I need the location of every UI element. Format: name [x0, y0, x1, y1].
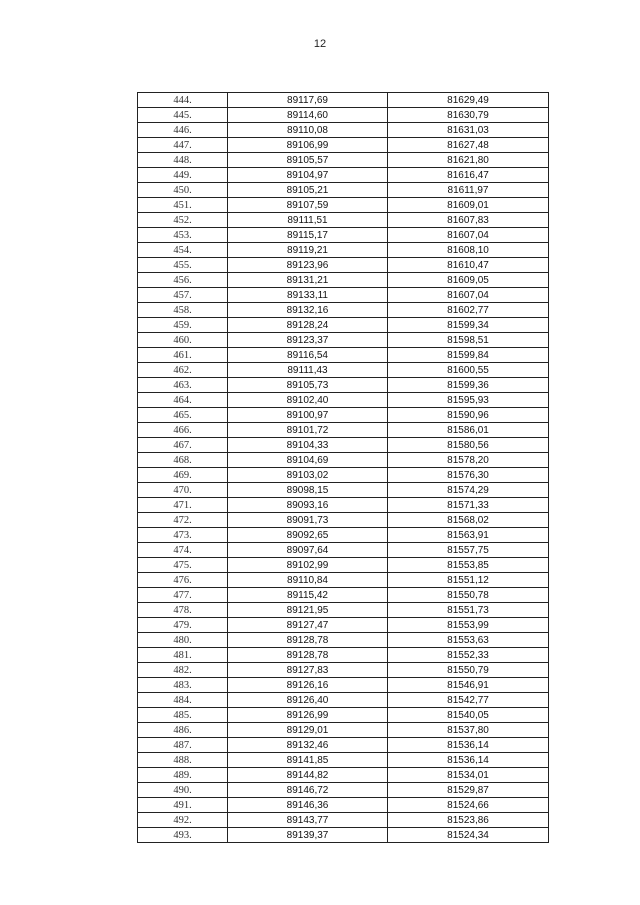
table-row — [138, 738, 549, 753]
point-number-cell: 460. — [138, 333, 228, 348]
table-row — [138, 213, 549, 228]
table-row — [138, 318, 549, 333]
point-number-cell: 481. — [138, 648, 228, 663]
coordinates-table-body — [138, 93, 549, 843]
point-number-cell: 487. — [138, 738, 228, 753]
y-coordinate-cell: 81599,36 — [388, 378, 549, 393]
x-coordinate-cell: 89121,95 — [228, 603, 388, 618]
point-number-cell: 448. — [138, 153, 228, 168]
point-number-cell: 478. — [138, 603, 228, 618]
point-number-cell: 446. — [138, 123, 228, 138]
table-row — [138, 633, 549, 648]
point-number-cell: 445. — [138, 108, 228, 123]
y-coordinate-cell: 81534,01 — [388, 768, 549, 783]
x-coordinate-cell: 89123,96 — [228, 258, 388, 273]
point-number-cell: 461. — [138, 348, 228, 363]
y-coordinate-cell: 81616,47 — [388, 168, 549, 183]
table-row — [138, 723, 549, 738]
table-row — [138, 813, 549, 828]
y-coordinate-cell: 81536,14 — [388, 753, 549, 768]
point-number-cell: 451. — [138, 198, 228, 213]
table-row — [138, 153, 549, 168]
table-row — [138, 693, 549, 708]
point-number-cell: 456. — [138, 273, 228, 288]
table-row — [138, 618, 549, 633]
point-number-cell: 489. — [138, 768, 228, 783]
y-coordinate-cell: 81621,80 — [388, 153, 549, 168]
table-row — [138, 363, 549, 378]
table-row — [138, 288, 549, 303]
point-number-cell: 466. — [138, 423, 228, 438]
table-row — [138, 828, 549, 843]
table-row — [138, 438, 549, 453]
y-coordinate-cell: 81529,87 — [388, 783, 549, 798]
point-number-cell: 452. — [138, 213, 228, 228]
x-coordinate-cell: 89126,16 — [228, 678, 388, 693]
x-coordinate-cell: 89091,73 — [228, 513, 388, 528]
x-coordinate-cell: 89105,57 — [228, 153, 388, 168]
table-row — [138, 273, 549, 288]
point-number-cell: 449. — [138, 168, 228, 183]
point-number-cell: 444. — [138, 93, 228, 108]
table-row — [138, 168, 549, 183]
point-number-cell: 479. — [138, 618, 228, 633]
x-coordinate-cell: 89117,69 — [228, 93, 388, 108]
y-coordinate-cell: 81607,04 — [388, 288, 549, 303]
table-row — [138, 708, 549, 723]
page-number: 12 — [313, 38, 327, 50]
table-row — [138, 768, 549, 783]
y-coordinate-cell: 81523,86 — [388, 813, 549, 828]
y-coordinate-cell: 81627,48 — [388, 138, 549, 153]
point-number-cell: 472. — [138, 513, 228, 528]
table-row — [138, 798, 549, 813]
point-number-cell: 464. — [138, 393, 228, 408]
point-number-cell: 484. — [138, 693, 228, 708]
x-coordinate-cell: 89146,72 — [228, 783, 388, 798]
x-coordinate-cell: 89100,97 — [228, 408, 388, 423]
y-coordinate-cell: 81524,34 — [388, 828, 549, 843]
x-coordinate-cell: 89126,99 — [228, 708, 388, 723]
point-number-cell: 469. — [138, 468, 228, 483]
x-coordinate-cell: 89102,40 — [228, 393, 388, 408]
point-number-cell: 450. — [138, 183, 228, 198]
x-coordinate-cell: 89111,51 — [228, 213, 388, 228]
point-number-cell: 458. — [138, 303, 228, 318]
table-row — [138, 528, 549, 543]
x-coordinate-cell: 89128,78 — [228, 633, 388, 648]
point-number-cell: 485. — [138, 708, 228, 723]
y-coordinate-cell: 81550,79 — [388, 663, 549, 678]
x-coordinate-cell: 89119,21 — [228, 243, 388, 258]
x-coordinate-cell: 89126,40 — [228, 693, 388, 708]
point-number-cell: 488. — [138, 753, 228, 768]
table-row — [138, 228, 549, 243]
x-coordinate-cell: 89115,42 — [228, 588, 388, 603]
x-coordinate-cell: 89114,60 — [228, 108, 388, 123]
y-coordinate-cell: 81608,10 — [388, 243, 549, 258]
table-row — [138, 303, 549, 318]
table-row — [138, 348, 549, 363]
y-coordinate-cell: 81568,02 — [388, 513, 549, 528]
x-coordinate-cell: 89123,37 — [228, 333, 388, 348]
y-coordinate-cell: 81574,29 — [388, 483, 549, 498]
y-coordinate-cell: 81551,12 — [388, 573, 549, 588]
x-coordinate-cell: 89102,99 — [228, 558, 388, 573]
x-coordinate-cell: 89139,37 — [228, 828, 388, 843]
x-coordinate-cell: 89132,46 — [228, 738, 388, 753]
y-coordinate-cell: 81553,99 — [388, 618, 549, 633]
y-coordinate-cell: 81580,56 — [388, 438, 549, 453]
y-coordinate-cell: 81563,91 — [388, 528, 549, 543]
point-number-cell: 477. — [138, 588, 228, 603]
y-coordinate-cell: 81576,30 — [388, 468, 549, 483]
x-coordinate-cell: 89104,69 — [228, 453, 388, 468]
x-coordinate-cell: 89141,85 — [228, 753, 388, 768]
x-coordinate-cell: 89127,83 — [228, 663, 388, 678]
x-coordinate-cell: 89144,82 — [228, 768, 388, 783]
point-number-cell: 482. — [138, 663, 228, 678]
x-coordinate-cell: 89106,99 — [228, 138, 388, 153]
x-coordinate-cell: 89128,24 — [228, 318, 388, 333]
point-number-cell: 491. — [138, 798, 228, 813]
table-row — [138, 468, 549, 483]
x-coordinate-cell: 89098,15 — [228, 483, 388, 498]
table-row — [138, 123, 549, 138]
x-coordinate-cell: 89115,17 — [228, 228, 388, 243]
table-row — [138, 678, 549, 693]
x-coordinate-cell: 89103,02 — [228, 468, 388, 483]
table-row — [138, 378, 549, 393]
table-row — [138, 138, 549, 153]
table-row — [138, 243, 549, 258]
table-row — [138, 648, 549, 663]
y-coordinate-cell: 81540,05 — [388, 708, 549, 723]
table-row — [138, 198, 549, 213]
table-row — [138, 783, 549, 798]
point-number-cell: 453. — [138, 228, 228, 243]
x-coordinate-cell: 89110,08 — [228, 123, 388, 138]
table-row — [138, 423, 549, 438]
x-coordinate-cell: 89129,01 — [228, 723, 388, 738]
point-number-cell: 459. — [138, 318, 228, 333]
x-coordinate-cell: 89105,73 — [228, 378, 388, 393]
point-number-cell: 463. — [138, 378, 228, 393]
table-row — [138, 603, 549, 618]
table-row — [138, 753, 549, 768]
y-coordinate-cell: 81536,14 — [388, 738, 549, 753]
y-coordinate-cell: 81550,78 — [388, 588, 549, 603]
point-number-cell: 468. — [138, 453, 228, 468]
x-coordinate-cell: 89104,97 — [228, 168, 388, 183]
y-coordinate-cell: 81595,93 — [388, 393, 549, 408]
y-coordinate-cell: 81609,01 — [388, 198, 549, 213]
table-row — [138, 393, 549, 408]
table-row — [138, 558, 549, 573]
y-coordinate-cell: 81610,47 — [388, 258, 549, 273]
point-number-cell: 493. — [138, 828, 228, 843]
table-row — [138, 483, 549, 498]
x-coordinate-cell: 89127,47 — [228, 618, 388, 633]
point-number-cell: 455. — [138, 258, 228, 273]
point-number-cell: 447. — [138, 138, 228, 153]
point-number-cell: 475. — [138, 558, 228, 573]
point-number-cell: 471. — [138, 498, 228, 513]
y-coordinate-cell: 81598,51 — [388, 333, 549, 348]
y-coordinate-cell: 81599,84 — [388, 348, 549, 363]
x-coordinate-cell: 89110,84 — [228, 573, 388, 588]
table-row — [138, 573, 549, 588]
table-row — [138, 408, 549, 423]
y-coordinate-cell: 81557,75 — [388, 543, 549, 558]
x-coordinate-cell: 89104,33 — [228, 438, 388, 453]
point-number-cell: 473. — [138, 528, 228, 543]
table-row — [138, 93, 549, 108]
table-row — [138, 258, 549, 273]
y-coordinate-cell: 81611,97 — [388, 183, 549, 198]
y-coordinate-cell: 81609,05 — [388, 273, 549, 288]
x-coordinate-cell: 89107,59 — [228, 198, 388, 213]
table-row — [138, 513, 549, 528]
y-coordinate-cell: 81629,49 — [388, 93, 549, 108]
y-coordinate-cell: 81631,03 — [388, 123, 549, 138]
y-coordinate-cell: 81607,83 — [388, 213, 549, 228]
point-number-cell: 457. — [138, 288, 228, 303]
point-number-cell: 462. — [138, 363, 228, 378]
point-number-cell: 476. — [138, 573, 228, 588]
y-coordinate-cell: 81571,33 — [388, 498, 549, 513]
point-number-cell: 474. — [138, 543, 228, 558]
table-row — [138, 588, 549, 603]
y-coordinate-cell: 81578,20 — [388, 453, 549, 468]
table-row — [138, 333, 549, 348]
y-coordinate-cell: 81537,80 — [388, 723, 549, 738]
y-coordinate-cell: 81607,04 — [388, 228, 549, 243]
y-coordinate-cell: 81590,96 — [388, 408, 549, 423]
y-coordinate-cell: 81551,73 — [388, 603, 549, 618]
table-row — [138, 663, 549, 678]
x-coordinate-cell: 89131,21 — [228, 273, 388, 288]
y-coordinate-cell: 81552,33 — [388, 648, 549, 663]
table-row — [138, 183, 549, 198]
y-coordinate-cell: 81546,91 — [388, 678, 549, 693]
y-coordinate-cell: 81599,34 — [388, 318, 549, 333]
y-coordinate-cell: 81630,79 — [388, 108, 549, 123]
y-coordinate-cell: 81553,85 — [388, 558, 549, 573]
y-coordinate-cell: 81553,63 — [388, 633, 549, 648]
x-coordinate-cell: 89101,72 — [228, 423, 388, 438]
point-number-cell: 492. — [138, 813, 228, 828]
table-row — [138, 498, 549, 513]
x-coordinate-cell: 89133,11 — [228, 288, 388, 303]
point-number-cell: 480. — [138, 633, 228, 648]
x-coordinate-cell: 89097,64 — [228, 543, 388, 558]
y-coordinate-cell: 81542,77 — [388, 693, 549, 708]
x-coordinate-cell: 89146,36 — [228, 798, 388, 813]
table-row — [138, 543, 549, 558]
point-number-cell: 465. — [138, 408, 228, 423]
x-coordinate-cell: 89093,16 — [228, 498, 388, 513]
x-coordinate-cell: 89105,21 — [228, 183, 388, 198]
x-coordinate-cell: 89143,77 — [228, 813, 388, 828]
point-number-cell: 470. — [138, 483, 228, 498]
table-row — [138, 453, 549, 468]
table-row — [138, 108, 549, 123]
point-number-cell: 490. — [138, 783, 228, 798]
y-coordinate-cell: 81524,66 — [388, 798, 549, 813]
y-coordinate-cell: 81600,55 — [388, 363, 549, 378]
point-number-cell: 483. — [138, 678, 228, 693]
point-number-cell: 467. — [138, 438, 228, 453]
x-coordinate-cell: 89111,43 — [228, 363, 388, 378]
x-coordinate-cell: 89092,65 — [228, 528, 388, 543]
y-coordinate-cell: 81586,01 — [388, 423, 549, 438]
point-number-cell: 486. — [138, 723, 228, 738]
x-coordinate-cell: 89116,54 — [228, 348, 388, 363]
x-coordinate-cell: 89132,16 — [228, 303, 388, 318]
x-coordinate-cell: 89128,78 — [228, 648, 388, 663]
coordinates-table — [137, 92, 549, 843]
y-coordinate-cell: 81602,77 — [388, 303, 549, 318]
point-number-cell: 454. — [138, 243, 228, 258]
